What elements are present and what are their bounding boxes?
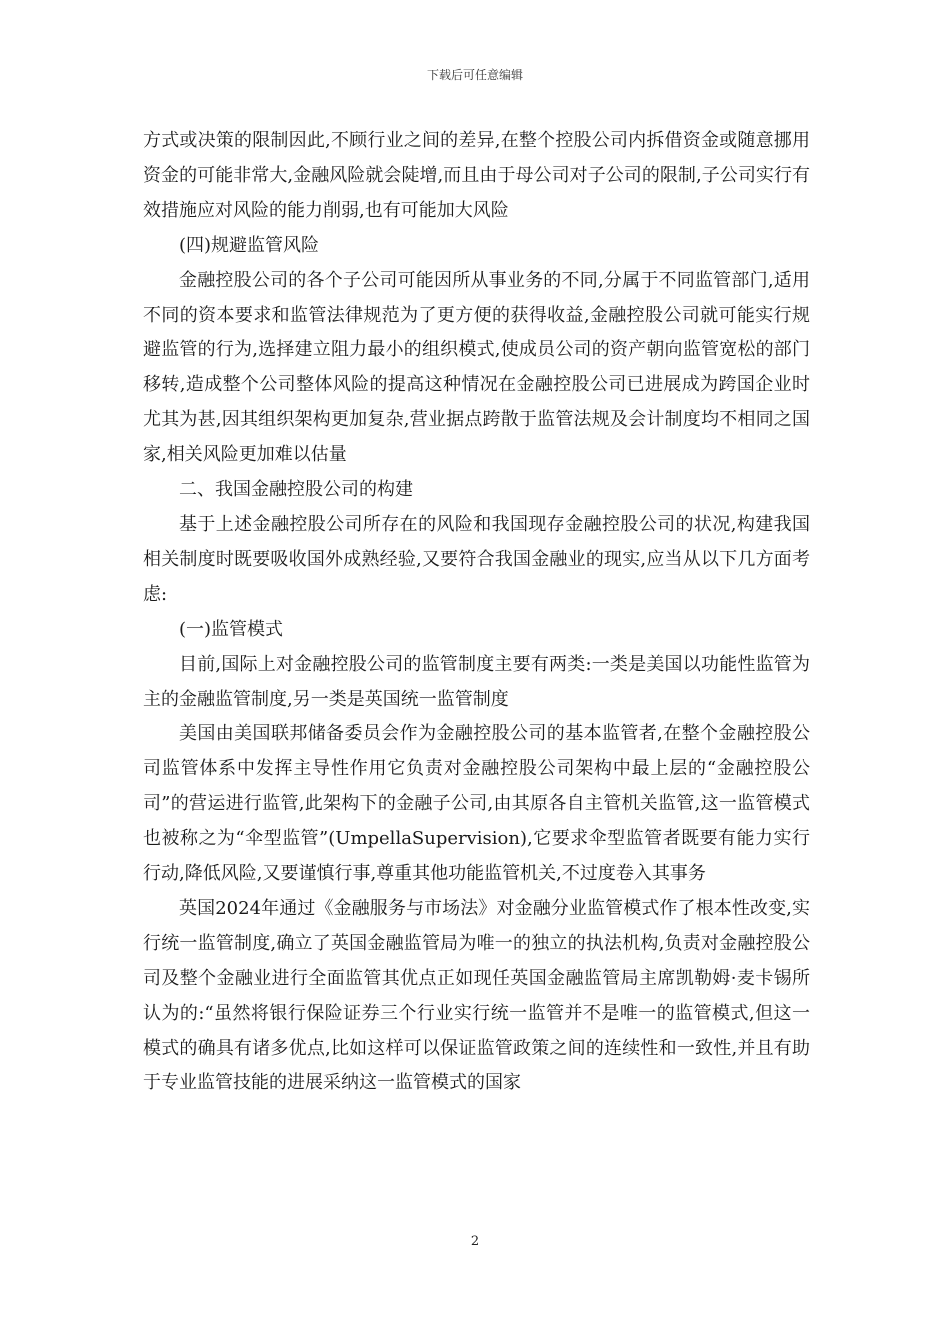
page-number: 2: [470, 1234, 480, 1249]
section-heading-regulatory-evasion: (四)规避监管风险: [179, 234, 320, 256]
paragraph-uk-unified-supervision: 英国2024年通过《金融服务与市场法》对金融分业监管模式作了根本性改变,实行统一监管制度,确立了英国金融监管局为唯一的独立的执法机构,负责对金融控股公司及整个金融业进行全面监管其优点正如现任英国金融监管局主席凯勒姆·麦卡锡所认为的:“虽然将银行保险证券三个行业实行统一监管并不是唯一的监管模式,但这一模式的确具有诸多优点,比如这样可以保证监管政策之间的连续性和一致性,并且有助于专业监管技能的进展采纳这一监管模式的国家: [143, 897, 810, 1094]
document-body: [143, 124, 810, 1101]
section-heading-supervision-model: (一)监管模式: [179, 618, 284, 640]
paragraph-continued-risk: 方式或决策的限制因此,不顾行业之间的差异,在整个控股公司内拆借资金或随意挪用资金的可能非常大,金融风险就会陡增,而且由于母公司对子公司的限制,子公司实行有效措施应对风险的能力削弱,也有可能加大风险: [143, 130, 810, 221]
chapter-heading-construction: 二、我国金融控股公司的构建: [179, 479, 413, 501]
paragraph-us-umbrella-supervision: 美国由美国联邦储备委员会作为金融控股公司的基本监管者,在整个金融控股公司监管体系中发挥主导性作用它负责对金融控股公司架构中最上层的“金融控股公司”的营运进行监管,此架构下的金融子公司,由其原各自主管机关监管,这一监管模式也被称之为“伞型监管”(UmpellaSupervision),它要求伞型监管者既要有能力实行行动,降低风险,又要谨慎行事,尊重其他功能监管机关,不过度卷入其事务: [143, 723, 810, 885]
paragraph-supervision-types: 目前,国际上对金融控股公司的监管制度主要有两类:一类是美国以功能性监管为主的金融监管制度,另一类是英国统一监管制度: [143, 653, 810, 710]
paragraph-construction-intro: 基于上述金融控股公司所存在的风险和我国现存金融控股公司的状况,构建我国相关制度时既要吸收国外成熟经验,又要符合我国金融业的现实,应当从以下几方面考虑:: [143, 513, 810, 605]
page-header: 下载后可任意编辑: [426, 68, 523, 82]
paragraph-regulatory-evasion: 金融控股公司的各个子公司可能因所从事业务的不同,分属于不同监管部门,适用不同的资本要求和监管法律规范为了更方便的获得收益,金融控股公司就可能实行规避监管的行为,选择建立阻力最小的组织模式,使成员公司的资产朝向监管宽松的部门移转,造成整个公司整体风险的提高这种情况在金融控股公司已进展成为跨国企业时尤其为甚,因其组织架构更加复杂,营业据点跨散于监管法规及会计制度均不相同之国家,相关风险更加难以估量: [143, 269, 810, 466]
